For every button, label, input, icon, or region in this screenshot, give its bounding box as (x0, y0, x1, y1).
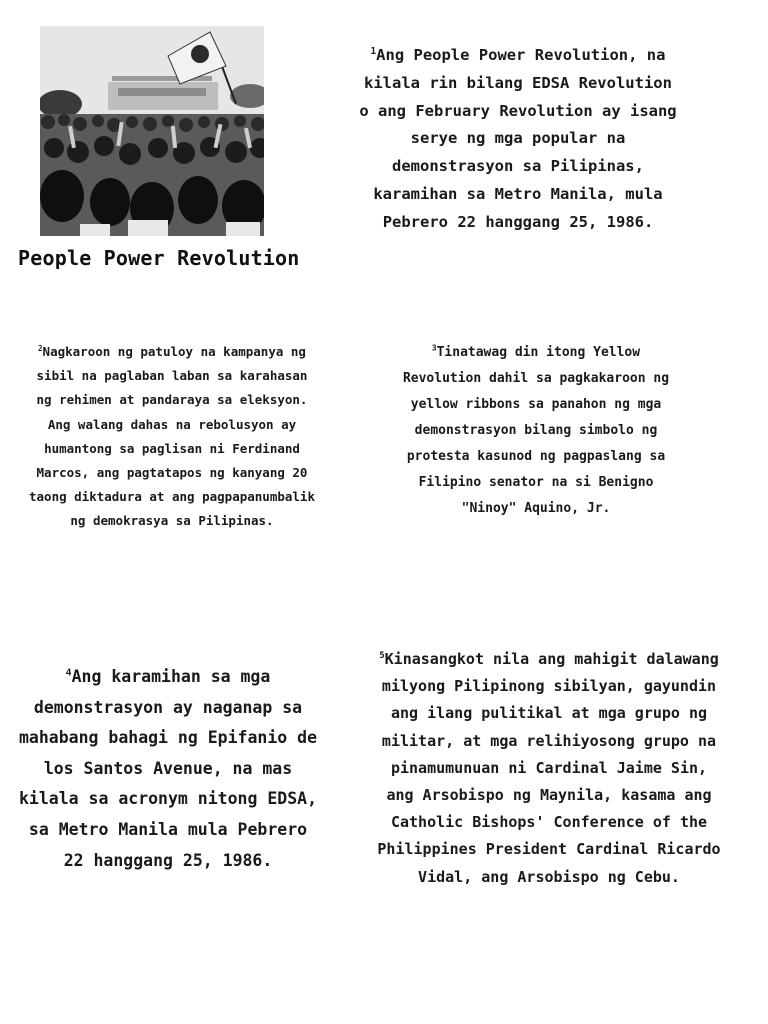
paragraph-2 (28, 340, 316, 534)
paragraph-2-text: Nagkaroon ng patuloy na kampanya ng sibil na paglaban laban sa karahasan ng rehimen at pandaraya sa eleksyon. Ang walang dahas na rebolusyon ay humantong sa paglisan ni Ferdinand Marcos, ang pagtatapos ng kanyang 20 taong diktadura at ang pagpapanumbalik ng demokrasya sa Pilipinas. (29, 344, 315, 529)
flag-portrait (191, 45, 209, 63)
paragraph-1-text: Ang People Power Revolution, na kilala rin bilang EDSA Revolution o ang February Revolution ay isang serye ng mga popular na demonstrasyon sa Pilipinas, karamihan sa Metro Manila, mula Pebrero 22 hanggang 25, 1986. (359, 46, 677, 231)
footnote-number-2: 2 (38, 343, 43, 353)
footnote-number-4: 4 (65, 667, 72, 679)
footnote-number-1: 1 (370, 45, 377, 57)
paragraph-3 (398, 340, 674, 522)
paragraph-4 (18, 662, 318, 876)
stage-banner (118, 88, 206, 96)
crowd-photo (40, 26, 264, 236)
footnote-number-5: 5 (379, 651, 385, 661)
footnote-number-3: 3 (431, 343, 437, 353)
paragraph-1 (356, 42, 680, 237)
paragraph-5-text: Kinasangkot nila ang mahigit dalawang milyong Pilipinong sibilyan, gayundin ang ilang pulitikal at mga grupo ng militar, at mga relihiyosong grupo na pinamumunuan ni Cardinal Jaime Sin, ang Arsobispo ng Maynila, kasama ang Catholic Bishops' Conference of the Philippines President Cardinal Ricardo Vidal, ang Arsobispo ng Cebu. (377, 650, 721, 886)
crowd-photo-drawing (40, 26, 264, 236)
paragraph-3-text: Tinatawag din itong Yellow Revolution dahil sa pagkakaroon ng yellow ribbons sa panahon ng mga demonstrasyon bilang simbolo ng protesta kasunod ng pagpaslang sa Filipino senator na si Benigno "Ninoy" Aquino, Jr. (402, 345, 670, 516)
paragraph-4-text: Ang karamihan sa mga demonstrasyon ay naganap sa mahabang bahagi ng Epifanio de los Santos Avenue, na mas kilala sa acronym nitong EDSA, sa Metro Manila mula Pebrero 22 hanggang 25, 1986. (18, 667, 317, 870)
paragraph-5 (376, 646, 722, 891)
photo-caption: People Power Revolution (18, 246, 300, 270)
tree-left (40, 90, 82, 118)
